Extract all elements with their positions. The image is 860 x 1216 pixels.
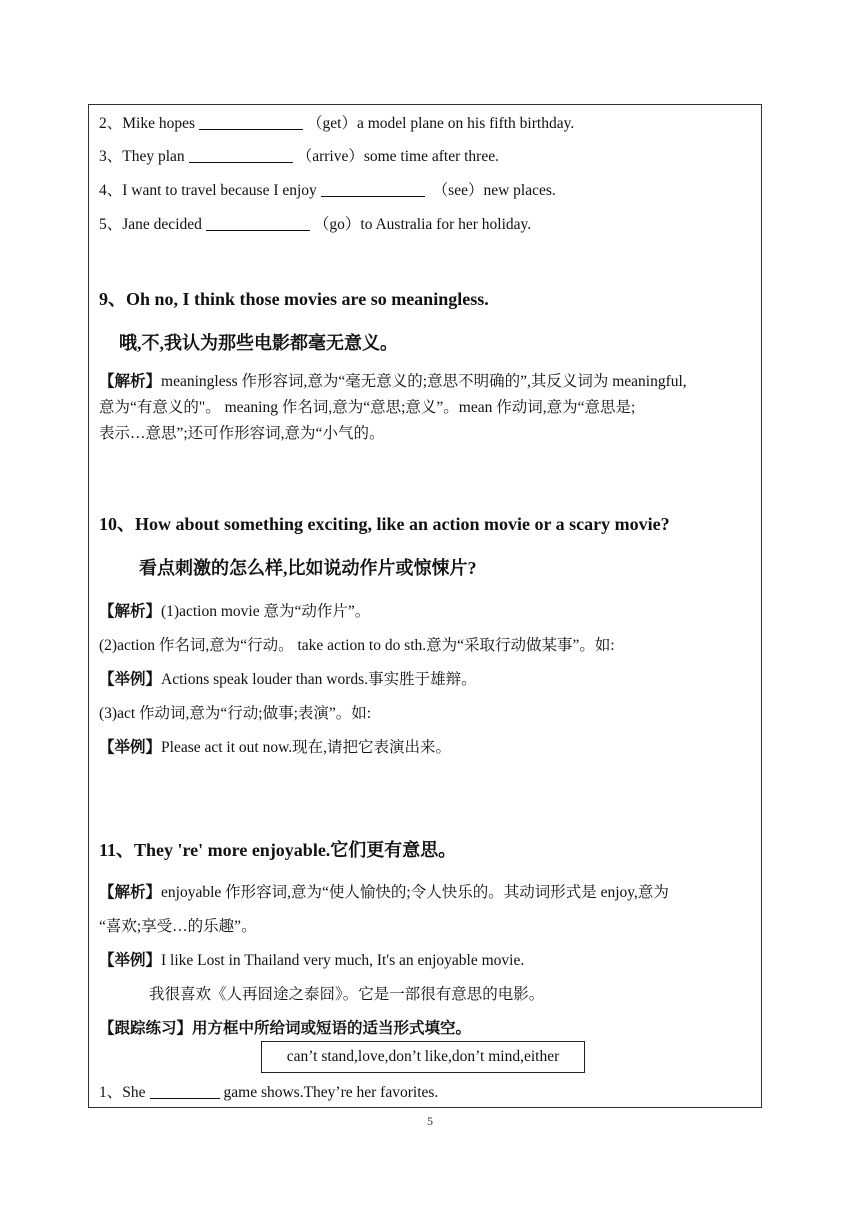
exercise-item-4 — [99, 181, 556, 201]
item-hint: （see） — [432, 182, 484, 199]
exercise-item-3 — [99, 147, 499, 167]
example-text: Please act it out now.现在,请把它表演出来。 — [161, 739, 452, 756]
analysis-text: meaningless 作形容词,意为“毫无意义的;意思不明确的”,其反义词为 meaningful, — [161, 373, 687, 390]
word-box: can’t stand,love,don’t like,don’t mind,either — [261, 1041, 585, 1073]
item-hint: （arrive） — [296, 148, 364, 165]
answer-blank[interactable] — [199, 115, 303, 130]
item-text-after: new places. — [483, 182, 556, 199]
item-number: 3、 — [99, 148, 123, 165]
section-10-analysis — [99, 595, 754, 765]
example-tag: 【举例】 — [99, 952, 162, 969]
item-text-after: a model plane on his fifth birthday. — [356, 115, 575, 132]
analysis-tag: 【解析】 — [99, 373, 162, 390]
practice-question-1 — [99, 1083, 438, 1103]
analysis-text: enjoyable 作形容词,意为“使人愉快的;令人快乐的。其动词形式是 enjoy,意为 — [161, 884, 669, 901]
analysis-text: (3)act 作动词,意为“行动;做事;表演”。如: — [99, 705, 372, 722]
analysis-text: (1)action movie 意为“动作片”。 — [161, 603, 371, 620]
analysis-tag: 【解析】 — [99, 884, 162, 901]
section-9-analysis — [99, 369, 754, 447]
answer-blank[interactable] — [206, 216, 310, 231]
item-number: 4、 — [99, 182, 123, 199]
item-text-before: They plan — [122, 148, 185, 165]
item-text-before: Mike hopes — [122, 115, 196, 132]
analysis-text: 意为“有意义的"。 meaning 作名词,意为“意思;意义”。mean 作动词,意为“意思是; — [99, 399, 636, 416]
answer-blank[interactable] — [150, 1084, 220, 1099]
item-number: 1、 — [99, 1084, 123, 1101]
section-11-title: 11、They 're' more enjoyable.它们更有意思。 — [99, 840, 457, 860]
section-9-translation: 哦,不,我认为那些电影都毫无意义。 — [119, 333, 398, 353]
practice-instruction: 用方框中所给词或短语的适当形式填空。 — [192, 1020, 472, 1037]
answer-blank[interactable] — [189, 148, 293, 163]
item-number: 2、 — [99, 115, 123, 132]
analysis-text: 表示…意思”;还可作形容词,意为“小气的。 — [99, 425, 385, 442]
item-text-after: some time after three. — [363, 148, 499, 165]
analysis-tag: 【解析】 — [99, 603, 162, 620]
item-text-after: to Australia for her holiday. — [360, 216, 532, 233]
item-hint: （get） — [307, 115, 357, 132]
analysis-text: “喜欢;享受…的乐趣”。 — [99, 918, 257, 935]
exercise-item-5 — [99, 215, 531, 235]
page-number: 5 — [427, 1114, 433, 1128]
example-text: I like Lost in Thailand very much, It's an enjoyable movie. — [161, 952, 525, 969]
section-11-analysis — [99, 876, 754, 1046]
answer-blank[interactable] — [321, 182, 425, 197]
section-10-title: 10、How about something exciting, like an action movie or a scary movie? — [99, 514, 670, 534]
content-frame — [88, 104, 762, 1108]
example-tag: 【举例】 — [99, 671, 162, 688]
example-text: Actions speak louder than words.事实胜于雄辩。 — [161, 671, 477, 688]
item-text-before: She — [122, 1084, 146, 1101]
item-number: 5、 — [99, 216, 123, 233]
section-9-title: 9、Oh no, I think those movies are so meaningless. — [99, 289, 489, 309]
item-text-before: Jane decided — [122, 216, 202, 233]
example-tag: 【举例】 — [99, 739, 162, 756]
item-text-before: I want to travel because I enjoy — [122, 182, 317, 199]
item-text-after: game shows.They’re her favorites. — [223, 1084, 439, 1101]
practice-tag: 【跟踪练习】 — [99, 1020, 193, 1037]
example-translation: 我很喜欢《人再囧途之泰囧》。它是一部很有意思的电影。 — [149, 986, 545, 1003]
item-hint: （go） — [313, 216, 361, 233]
exercise-item-2 — [99, 114, 574, 134]
section-10-translation: 看点刺激的怎么样,比如说动作片或惊悚片? — [139, 558, 477, 578]
analysis-text: (2)action 作名词,意为“行动。 take action to do sth.意为“采取行动做某事”。如: — [99, 637, 615, 654]
